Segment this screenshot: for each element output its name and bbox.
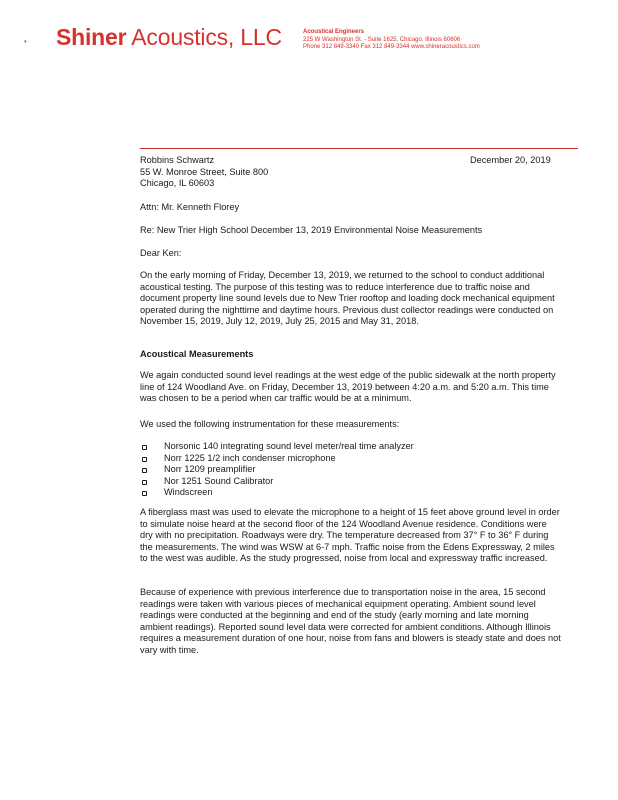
list-item: Norr 1225 1/2 inch condenser microphone [140, 453, 414, 465]
intro-paragraph: On the early morning of Friday, December 13, 2019, we returned to the school to conduct additional acoustical testing. The purpose of this testing was to reduce interference due to traffic noise and document property line sound levels due to New Trier rooftop and loading dock mechanical equipment operated during the nighttime and daytime hours. Previous dust collector readings were conducted on November 15, 2019, July 12, 2019, July 25, 2015 and May 31, 2018. [140, 270, 555, 327]
company-contact [303, 29, 480, 52]
bullet-icon [142, 457, 147, 462]
list-item: Norr 1209 preamplifier [140, 464, 414, 476]
brand-bold: Shiner [56, 24, 127, 50]
bullet-icon [142, 468, 147, 473]
letterhead-mark: • [24, 37, 27, 46]
brand-rest: Acoustics, LLC [126, 24, 282, 50]
letter-date: December 20, 2019 [470, 155, 551, 165]
tagline-address: 225 W Washington St. - Suite 1625, Chicago, Illinois 60606 [303, 36, 461, 43]
tagline-title: Acoustical Engineers [303, 29, 365, 35]
section-heading: Acoustical Measurements [140, 349, 254, 359]
list-item: Nor 1251 Sound Calibrator [140, 476, 414, 488]
tagline-phone: Phone 312 849-3340 Fax 312 849-3344 www.shineracoustics.com [303, 44, 480, 50]
subject-line: Re: New Trier High School December 13, 2019 Environmental Noise Measurements [140, 225, 483, 235]
measurement-paragraph: We again conducted sound level readings at the west edge of the public sidewalk at the north property line of 124 Woodland Ave. on Friday, December 13, 2019 between 4:20 a.m. and 5:20 a.m. This time was chosen to be a period when car traffic would be at a minimum. [140, 370, 556, 404]
bullet-icon [142, 480, 147, 485]
instrumentation-intro: We used the following instrumentation for these measurements: [140, 419, 400, 429]
list-item: Norsonic 140 integrating sound level meter/real time analyzer [140, 441, 414, 453]
company-logo [56, 24, 282, 51]
bullet-icon [142, 445, 147, 450]
salutation: Dear Ken: [140, 248, 182, 258]
recipient-address-1: 55 W. Monroe Street, Suite 800 [140, 166, 269, 177]
bullet-icon [142, 491, 147, 496]
header-divider [140, 148, 578, 149]
attention-line: Attn: Mr. Kenneth Florey [140, 202, 240, 212]
recipient-address-2: Chicago, IL 60603 [140, 178, 215, 189]
methodology-paragraph: Because of experience with previous interference due to transportation noise in the area, 15 second readings were taken with various pieces of mechanical equipment operating. Ambient sound level readings were conducted at the beginning and end of the study (early morning and late morning ambient readings). Reported sound level data were corrected for ambient conditions. Although Illinois requires a measurement duration of one hour, noise from fans and blowers is steady state and does not vary with time. [140, 587, 561, 655]
recipient-name: Robbins Schwartz [140, 155, 215, 165]
instrument-list [140, 441, 414, 499]
list-item: Windscreen [140, 487, 414, 499]
conditions-paragraph: A fiberglass mast was used to elevate the microphone to a height of 15 feet above ground level in order to simulate noise heard at the second floor of the 124 Woodland Avenue residence. Conditions were dry with no precipitation. Roadways were dry. The temperature decreased from 37° F to 36° F during the measurements. The wind was WSW at 6-7 mph. Traffic noise from the Edens Expressway, 2 miles to the west was audible. As the study progressed, noise from local and expressway traffic increased. [140, 507, 560, 564]
